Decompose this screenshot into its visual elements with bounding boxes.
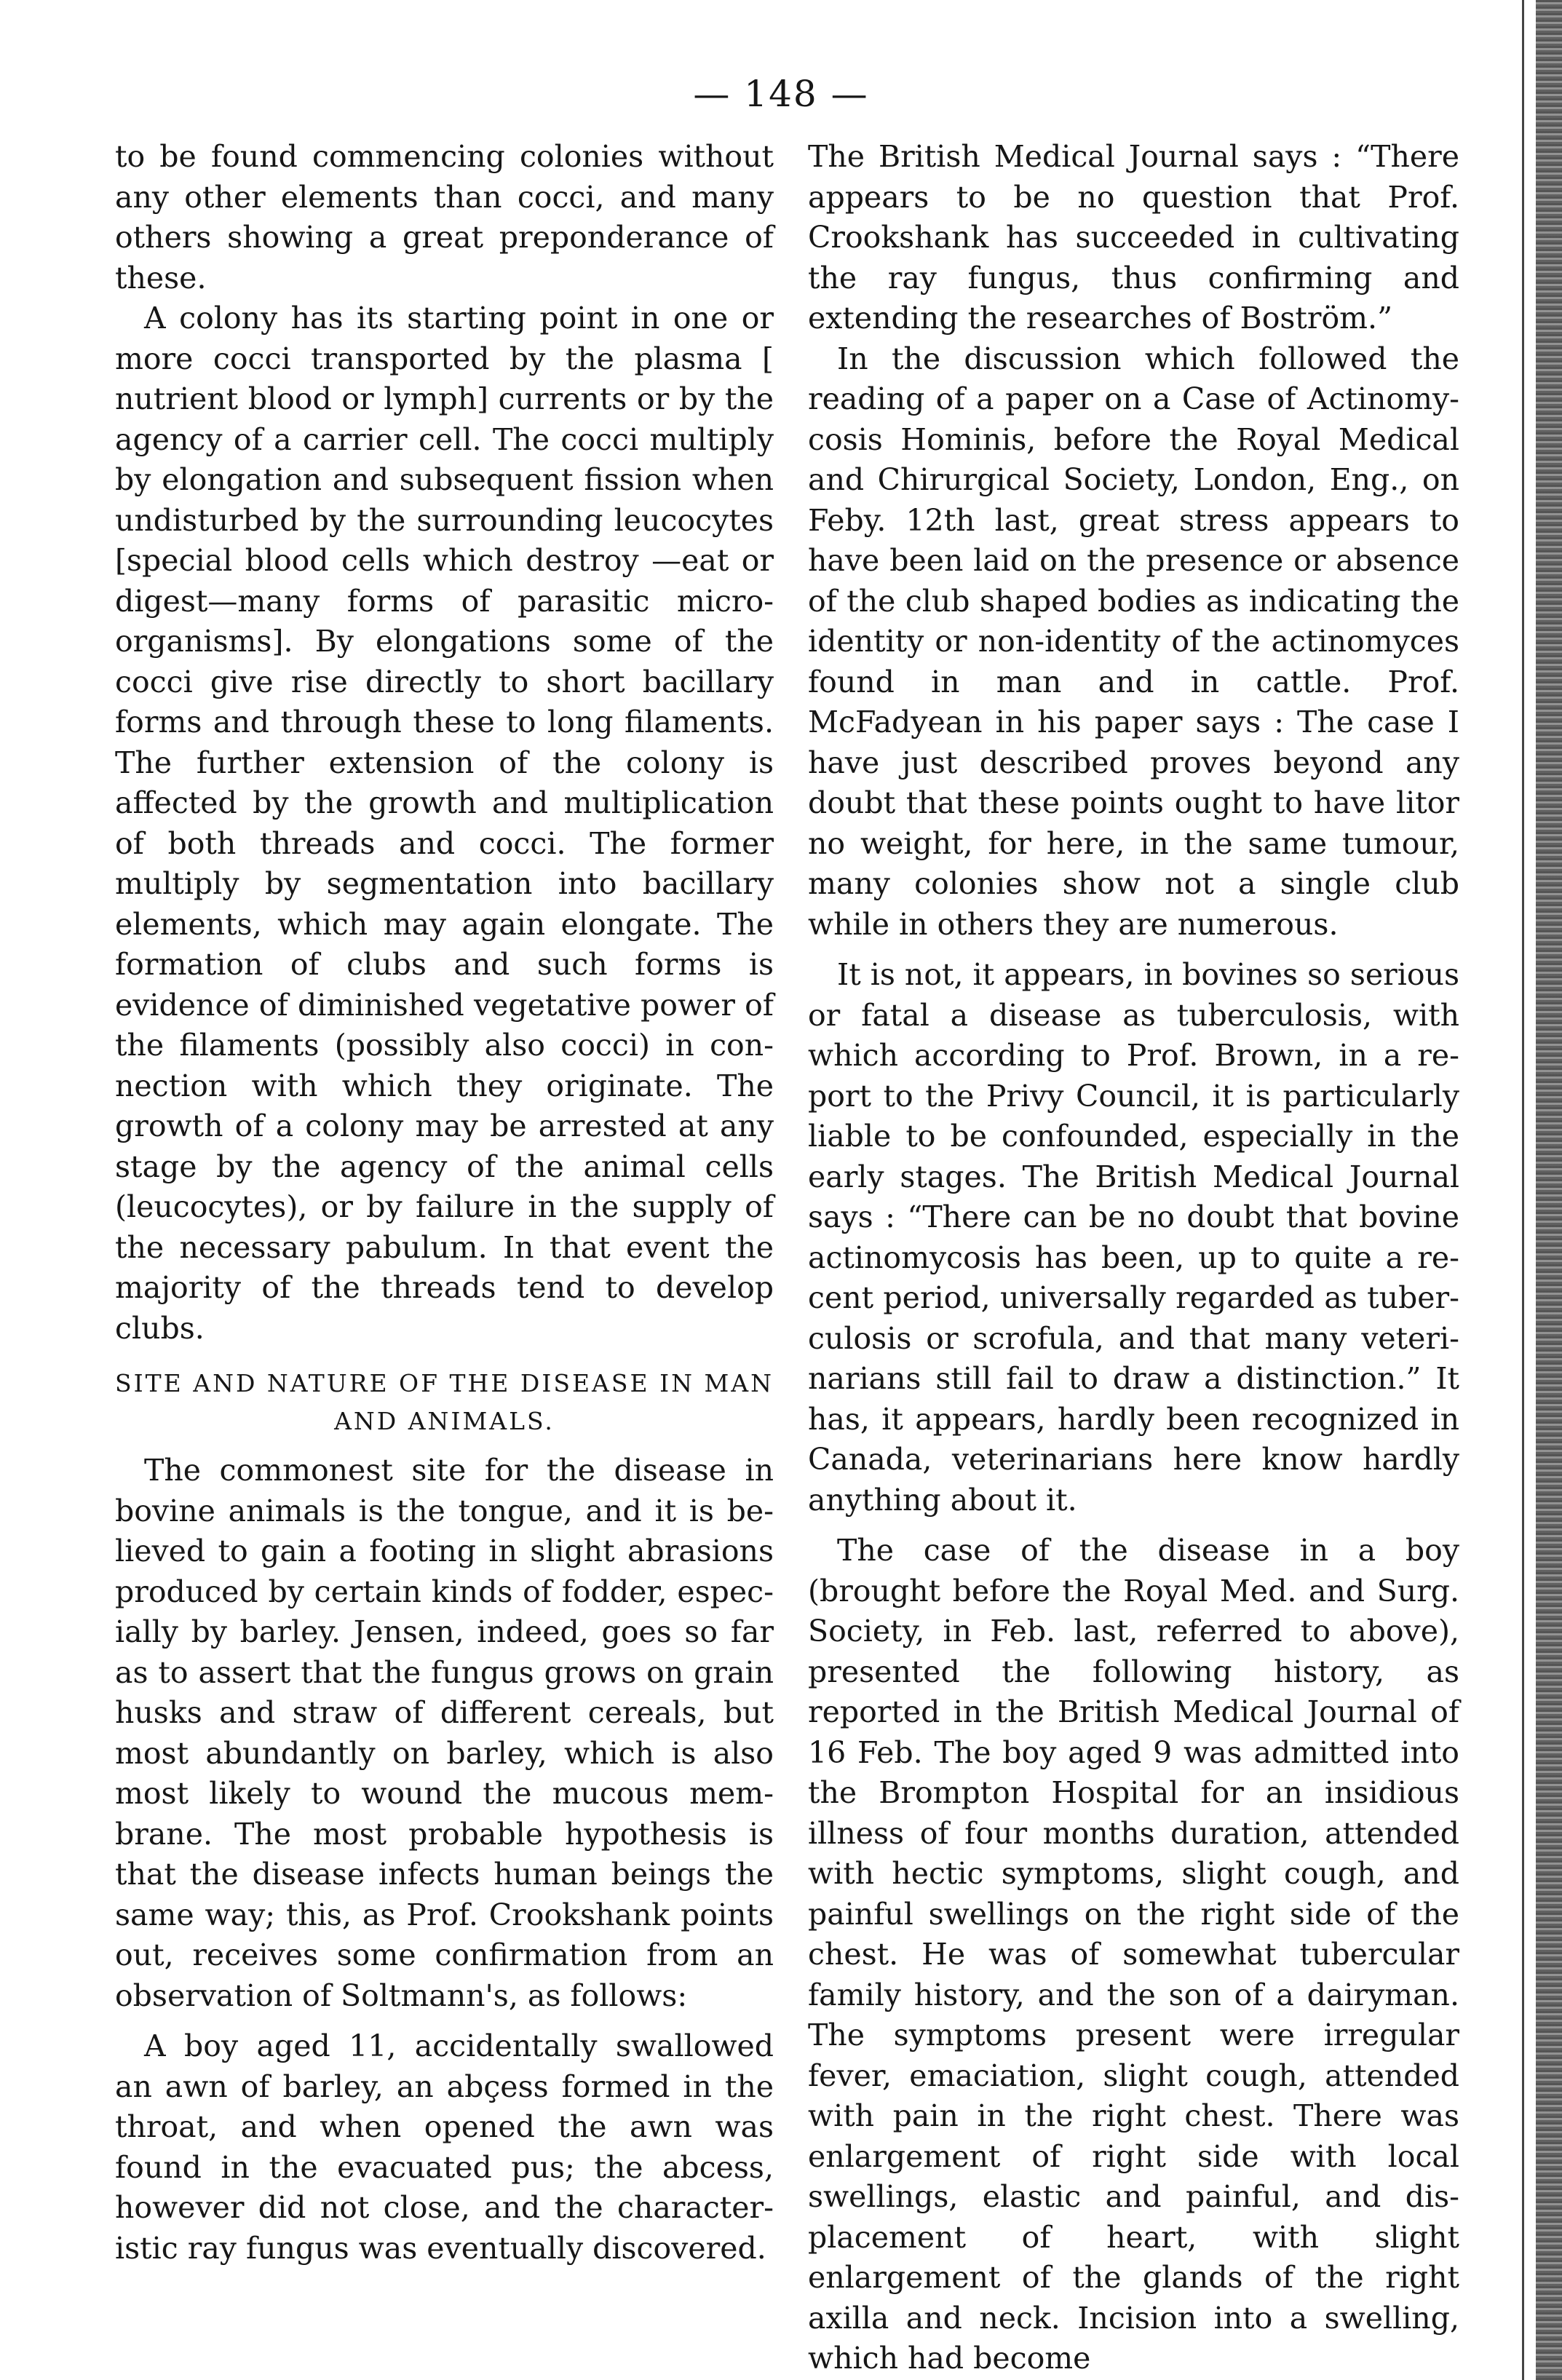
right-paragraph-4: The case of the disease in a boy (brought before the Royal Med. and Surg. Society, in Feb. last, referred to above), presented the following history, as reported in the British Medical Journal of 16 Feb. The boy aged 9 was admitted into the Brompton Hospital for an insidious illness of four months duration, attended with hectic symptoms, slight cough, and painful swellings on the right side of the chest. He was of somewhat tubercular family history, and the son of a dairyman. The symptoms present were irregular fever, emaciation, slight cough, attended with pain in the right chest. There was enlargement of right side with local swellings, elastic and painful, and displacement of heart, with slight enlargement of the glands of the right axilla and neck. Incision into a swelling, which had become	[808, 1533, 1459, 2376]
left-column	[115, 137, 774, 2269]
left-paragraph-1: to be found commencing colonies without any other elements than cocci, and many others showing a great preponderance of these.	[115, 139, 774, 295]
right-paragraph-3: It is not, it appears, in bovines so serious or fatal a disease as tuberculosis, with which according to Prof. Brown, in a report to the Privy Council, it is particularly liable to be confounded, especially in the early stages. The British Medical Journal says : “There can be no doubt that bovine actinomycosis has been, up to quite a recent period, universally regarded as tuberculosis or scrofula, and that many veterinarians still fail to draw a distinction.” It has, it appears, hardly been recognized in Canada, veterinarians here know hardly anything about it.	[808, 957, 1459, 1518]
right-paragraph-2: In the discussion which followed the reading of a paper on a Case of Actinomycosis Hominis, before the Royal Medical and Chirurgical Society, London, Eng., on Feby. 12th last, great stress appears to have been laid on the presence or absence of the club shaped bodies as indicating the identity or non-identity of the actinomyces found in man and in cattle. Prof. McFadyean in his paper says : The case I have just described proves beyond any doubt that these points ought to have litor no weight, for here, in the same tumour, many colonies show not a single club while in others they are numerous.	[808, 341, 1459, 942]
left-paragraph-3: The commonest site for the disease in bovine animals is the tongue, and it is believed to gain a footing in slight abrasions produced by certain kinds of fodder, especially by barley. Jensen, indeed, goes so far as to assert that the fungus grows on grain husks and straw of different cereals, but most abundantly on barley, which is also most likely to wound the mucous membrane. The most probable hypothesis is that the disease infects human beings the same way; this, as Prof. Crookshank points out, receives some confirmation from an observation of Soltmann's, as follows:	[115, 1453, 774, 2013]
left-paragraph-4: A boy aged 11, accidentally swallowed an awn of barley, an abçess formed in the throat, and when opened the awn was found in the evacuated pus; the abcess, however did not close, and the characteristic ray fungus was eventually discovered.	[115, 2028, 774, 2266]
paragraph-spacer	[808, 945, 1459, 955]
page-edge-binding	[1536, 0, 1562, 2380]
left-paragraph-2: A colony has its starting point in one or more cocci transported by the plasma [ nutrient blood or lymph] currents or by the agency of a carrier cell. The cocci multiply by elongation and subsequent fission when undisturbed by the surrounding leucocytes [special blood cells which destroy —eat or digest—many forms of parasitic micro-organisms]. By elongations some of the cocci give rise directly to short bacillary forms and through these to long filaments. The further extension of the colony is affected by the growth and multiplication of both threads and cocci. The former multiply by segmentation into bacillary elements, which may again elongate. The formation of clubs and such forms is evidence of diminished vegetative power of the filaments (possibly also cocci) in connection with which they originate. The growth of a colony may be arrested at any stage by the agency of the animal cells (leucocytes), or by failure in the supply of the necessary pabulum. In that event the majority of the threads tend to develop clubs.	[115, 301, 774, 1346]
paragraph-spacer	[808, 1520, 1459, 1531]
right-column	[808, 137, 1459, 2379]
paragraph-spacer	[115, 2016, 774, 2026]
page-edge-line	[1522, 0, 1524, 2380]
page-number: — 148 —	[693, 73, 869, 115]
section-heading: SITE AND NATURE OF THE DISEASE IN MAN AND ANIMALS.	[115, 1369, 774, 1435]
right-paragraph-1: The British Medical Journal says : “There appears to be no question that Prof. Crookshank has succeeded in cultivating the ray fungus, thus confirming and extending the researches of Boström.”	[808, 139, 1459, 336]
